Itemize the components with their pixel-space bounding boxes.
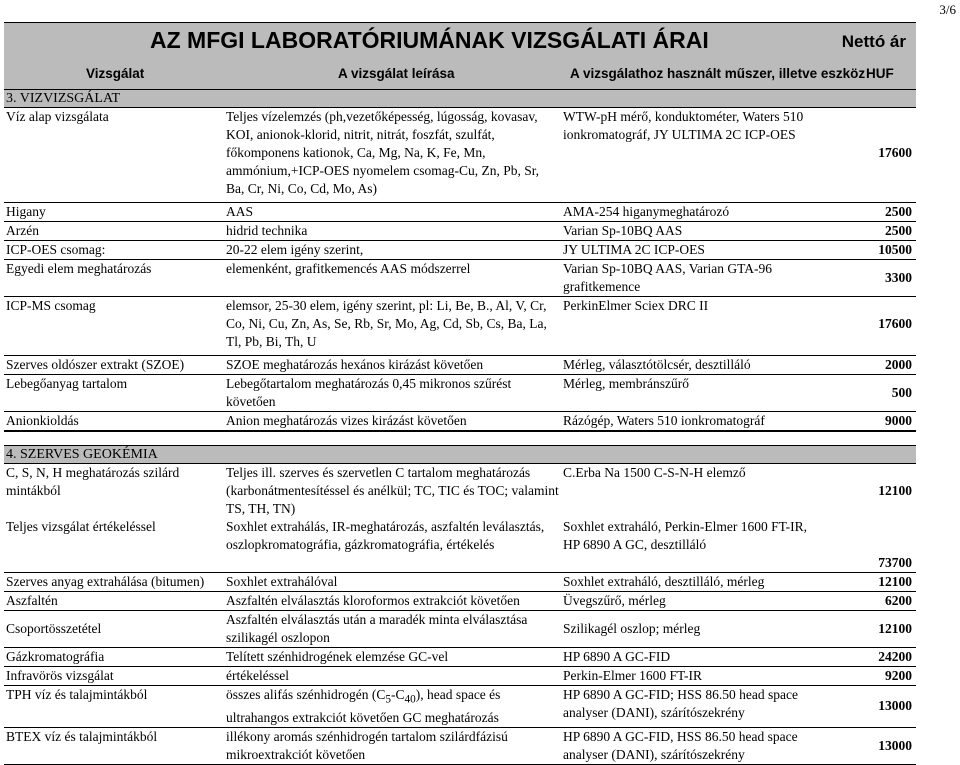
- tph-sub-c5: 5: [385, 693, 391, 706]
- test-description: értékeléssel: [224, 667, 561, 686]
- test-price: 17600: [826, 297, 916, 356]
- table-row: [4, 297, 916, 356]
- col-header-price: HUF: [866, 66, 894, 81]
- test-description: Teljes ill. szerves és szervetlen C tartalom meghatározás (karbonátmentesítéssel és anélkül; TC, TIC és TOC; valamint TS, TH, TN): [224, 464, 561, 519]
- test-price: 2000: [826, 356, 916, 375]
- test-instrument: AMA-254 higanymeghatározó: [561, 203, 826, 222]
- test-instrument: PerkinElmer Sciex DRC II: [561, 297, 826, 356]
- test-instrument: Soxhlet extraháló, desztilláló, mérleg: [561, 573, 826, 592]
- test-price: 2500: [826, 203, 916, 222]
- test-description: hidrid technika: [224, 222, 561, 241]
- test-instrument: Szilikagél oszlop; mérleg: [561, 611, 826, 648]
- test-price: 500: [826, 375, 916, 412]
- table-row: [4, 260, 916, 297]
- tph-desc-part-a: összes alifás szénhidrogén (C: [226, 687, 386, 702]
- test-price: 2500: [826, 222, 916, 241]
- table-row: [4, 464, 916, 519]
- test-instrument: HP 6890 A GC-FID, HSS 86.50 head space analyser (DANI), szárítószekrény: [561, 727, 826, 764]
- test-instrument: Mérleg, választótölcsér, desztilláló: [561, 356, 826, 375]
- test-description: Aszfaltén elválasztás kloroformos extrakciót követően: [224, 592, 561, 611]
- table-row: [4, 573, 916, 592]
- test-price: 17600: [826, 108, 916, 203]
- test-description: illékony aromás szénhidrogén tartalom szilárdfázisú mikroextrakciót követően: [224, 727, 561, 764]
- test-name: Higany: [4, 203, 224, 222]
- test-name: ICP-OES csomag:: [4, 241, 224, 260]
- price-sheet: [4, 22, 916, 765]
- test-instrument: Perkin-Elmer 1600 FT-IR: [561, 667, 826, 686]
- test-price: 73700: [826, 518, 916, 573]
- table-row: [4, 108, 916, 203]
- table-row: [4, 727, 916, 764]
- netto-label: Nettó ár: [841, 32, 906, 51]
- table-row: [4, 375, 916, 412]
- test-instrument: Rázógép, Waters 510 ionkromatográf: [561, 412, 826, 432]
- water-tests-table: [4, 108, 916, 432]
- table-row: [4, 356, 916, 375]
- table-row: [4, 648, 916, 667]
- test-name: ICP-MS csomag: [4, 297, 224, 356]
- test-price: 3300: [826, 260, 916, 297]
- test-instrument: WTW-pH mérő, konduktométer, Waters 510 ionkromatográf, JY ULTIMA 2C ICP-OES: [561, 108, 826, 203]
- test-name: Lebegőanyag tartalom: [4, 375, 224, 412]
- test-name: Csoportösszetétel: [4, 611, 224, 648]
- table-row: [4, 518, 916, 573]
- table-row: [4, 611, 916, 648]
- geochem-tests-table: [4, 463, 916, 765]
- table-row: [4, 222, 916, 241]
- table-row: [4, 203, 916, 222]
- test-name: Anionkioldás: [4, 412, 224, 432]
- test-price: 12100: [826, 611, 916, 648]
- test-price: 6200: [826, 592, 916, 611]
- test-description: Teljes vízelemzés (ph,vezetőképesség, lúgosság, kovasav, KOI, anionok-klorid, nitrit, nitrát, foszfát, szulfát, főkomponens kationok, Ca, Mg, Na, K, Fe, Mn, ammónium,+ICP-OES nyomelem csomag-Cu, Zn, Pb, Sr, Ba, Cr, Ni, Co, Cd, Mo, As): [224, 108, 561, 203]
- header-band: [4, 22, 916, 90]
- test-description: Lebegőtartalom meghatározás 0,45 mikronos szűrést követően: [224, 375, 561, 412]
- test-price: 12100: [826, 573, 916, 592]
- test-instrument: HP 6890 A GC-FID: [561, 648, 826, 667]
- test-description: Aszfaltén elválasztás után a maradék minta elválasztása szilikagél oszlopon: [224, 611, 561, 648]
- tph-sub-c40: 40: [404, 693, 416, 706]
- test-description: Anion meghatározás vizes kirázást követően: [224, 412, 561, 432]
- test-price: 9000: [826, 412, 916, 432]
- test-description: Soxhlet extrahálóval: [224, 573, 561, 592]
- test-instrument: Mérleg, membránszűrő: [561, 375, 826, 412]
- col-header-desc: A vizsgálat leírása: [338, 66, 455, 81]
- test-description: elemsor, 25-30 elem, igény szerint, pl: Li, Be, B., Al, V, Cr, Co, Ni, Cu, Zn, As, Se, Rb, Sr, Mo, Ag, Cd, Sb, Cs, Ba, La, Tl, Pb, Bi, Th, U: [224, 297, 561, 356]
- section-water-title: 3. VIZVIZSGÁLAT: [4, 90, 916, 108]
- tph-desc-part-c: ), head space és ultrahangos extrakciót követően GC meghatározás: [226, 687, 501, 725]
- table-row: [4, 241, 916, 260]
- test-name: Szerves oldószer extrakt (SZOE): [4, 356, 224, 375]
- test-instrument: HP 6890 A GC-FID; HSS 86.50 head space analyser (DANI), szárítószekrény: [561, 686, 826, 728]
- test-name: BTEX víz és talajmintákból: [4, 727, 224, 764]
- section-geochem-title: 4. SZERVES GEOKÉMIA: [4, 445, 916, 463]
- test-name: Gázkromatográfia: [4, 648, 224, 667]
- page-number: 3/6: [939, 2, 956, 17]
- test-price: 13000: [826, 686, 916, 728]
- test-name: Teljes vizsgálat értékeléssel: [4, 518, 224, 573]
- test-price: 10500: [826, 241, 916, 260]
- test-instrument: C.Erba Na 1500 C-S-N-H elemző: [561, 464, 826, 519]
- test-instrument: Varian Sp-10BQ AAS, Varian GTA-96 grafitkemence: [561, 260, 826, 297]
- test-name: C, S, N, H meghatározás szilárd mintákból: [4, 464, 224, 519]
- test-name: Víz alap vizsgálata: [4, 108, 224, 203]
- test-price: 9200: [826, 667, 916, 686]
- page-title: AZ MFGI LABORATÓRIUMÁNAK VIZSGÁLATI ÁRAI: [150, 27, 709, 53]
- test-price: 13000: [826, 727, 916, 764]
- test-name: TPH víz és talajmintákból: [4, 686, 224, 728]
- test-description: Telített szénhidrogének elemzése GC-vel: [224, 648, 561, 667]
- test-description: AAS: [224, 203, 561, 222]
- col-header-instr: A vizsgálathoz használt műszer, illetve eszköz: [570, 66, 866, 81]
- col-header-test: Vizsgálat: [86, 66, 145, 81]
- test-instrument: JY ULTIMA 2C ICP-OES: [561, 241, 826, 260]
- test-price: 12100: [826, 464, 916, 519]
- table-row: [4, 592, 916, 611]
- test-name: Aszfaltén: [4, 592, 224, 611]
- test-description: SZOE meghatározás hexános kirázást követően: [224, 356, 561, 375]
- test-description: elemenként, grafitkemencés AAS módszerrel: [224, 260, 561, 297]
- test-description: 20-22 elem igény szerint,: [224, 241, 561, 260]
- test-name: Infravörös vizsgálat: [4, 667, 224, 686]
- test-description: Soxhlet extrahálás, IR-meghatározás, aszfaltén leválasztás, oszlopkromatográfia, gázkromatográfia, értékelés: [224, 518, 561, 573]
- test-name: Egyedi elem meghatározás: [4, 260, 224, 297]
- test-name: Szerves anyag extrahálása (bitumen): [4, 573, 224, 592]
- test-instrument: Üvegszűrő, mérleg: [561, 592, 826, 611]
- test-name: Arzén: [4, 222, 224, 241]
- test-instrument: Varian Sp-10BQ AAS: [561, 222, 826, 241]
- test-price: 24200: [826, 648, 916, 667]
- tph-desc-part-b: -C: [390, 687, 405, 702]
- table-row: [4, 412, 916, 432]
- table-row: [4, 667, 916, 686]
- test-instrument: Soxhlet extraháló, Perkin-Elmer 1600 FT-IR, HP 6890 A GC, desztilláló: [561, 518, 826, 573]
